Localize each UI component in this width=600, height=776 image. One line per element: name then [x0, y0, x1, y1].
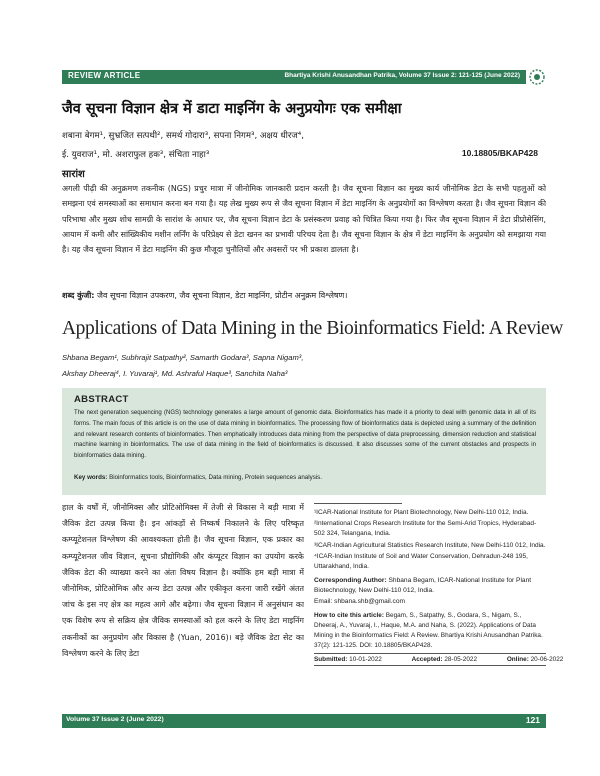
corresponding-author-email[interactable]: Email: shbana.shb@gmail.com — [314, 597, 405, 605]
header-bar — [62, 70, 526, 84]
submitted-label: Submitted: — [314, 655, 348, 663]
affiliation: ⁴ICAR-Indian Institute of Soil and Water Conservation, Dehradun-248 195, Uttarakhand, India. — [314, 552, 528, 571]
accepted-date: 28-05-2022 — [444, 655, 478, 663]
abstract-text: The next generation sequencing (NGS) technology generates a large amount of genomic data. Bioinformatics has made it a priority to deal with genomic data in all of its forms. The main focus of this article is on the use of data mining in bioinformatics. The processing flow of bioinformatics data is depicted using a summary of the definition and relevant research contents of bioinformatics. Then emphatically introduces data mining from the perspective of data preprocessing, dimension reduction and statistical machine learning in bioinformatics. The use of data mining in the field of bioinformatics is discussed. It also discusses some of the current obstacles and prospects in bioinformatics data mining. — [74, 410, 536, 460]
english-authors-line: Shbana Begam¹, Subhrajit Satpathy², Samarth Godara³, Sapna Nigam³, — [62, 353, 304, 362]
article-type-label: REVIEW ARTICLE — [68, 71, 141, 80]
doi: 10.18805/BKAP428 — [461, 148, 538, 158]
hindi-title: जैव सूचना विज्ञान क्षेत्र में डाटा माइनिंग के अनुप्रयोगः एक समीक्षा — [62, 101, 402, 117]
affiliation: ³ICAR-Indian Agricultural Statistics Research Institute, New Delhi-110 012, India. — [314, 541, 546, 549]
affiliation: ¹ICAR-National Institute for Plant Biotechnology, New Delhi-110 012, India. — [314, 509, 529, 516]
hindi-keywords-text: जैव सूचना विज्ञान उपकरण, जैव सूचना विज्ञान, डेटा माइनिंग, प्रोटीन अनुक्रम विश्लेषण। — [97, 291, 348, 300]
divider — [314, 503, 402, 504]
corresponding-author-text: Shbana Begam, ICAR-National Institute for Plant Biotechnology, New Delhi-110 012, India. — [314, 577, 532, 595]
english-authors-line: Akshay Dheeraj⁴, I. Yuvaraj¹, Md. Ashraful Haque³, Sanchita Naha³ — [62, 369, 288, 378]
citation — [314, 611, 546, 651]
abstract-heading: ABSTRACT — [74, 394, 129, 405]
page-number: 121 — [525, 715, 540, 725]
body-text: हाल के वर्षों में, जीनोमिक्स और प्रोटिओमिक्स में तेजी से विकास ने बड़ी मात्रा में जैविक डेटा उत्पन्न किया है। इन आंकड़ों से निष्कर्ष निकालने के लिए परिष्कृत कम्प्यूटेशनल विश्लेषण की आवश्यकता होती है। जैव सूचना विज्ञान, एक प्रकार का कम्प्यूटेशनल जीव विज्ञान, सूचना प्रौद्योगिकी और कंप्यूटर विज्ञान का उपयोग करके जैविक डेटा की व्याख्या करने का अंतः विषय विज्ञान है। क्योंकि हम बड़ी मात्रा में जीनोमिक, प्रोटिओमिक और अन्य डेटा उत्पन्न और एकीकृत करना जारी रखेंगे अंतत जांच के इस नए क्षेत्र का महत्व आगे और बढ़ेगा। जैव सूचना विज्ञान में अनुसंधान का एक विशेष रूप से सक्रिय क्षेत्र जैविक समस्याओं को हल करने के लिए डेटा माइनिंग तकनीकों का अनुप्रयोग और विकास है (Yuan, 2016)। बड़े जैविक डेटा सेट का विश्लेषण करने के लिए डेटा — [62, 503, 304, 658]
hindi-abstract: अगली पीढ़ी की अनुक्रमण तकनीक (NGS) प्रचुर मात्रा में जीनोमिक जानकारी प्रदान करती है। जैव सूचना विज्ञान का मुख्य कार्य जीनोमिक डेटा के सभी पहलुओं को समझना एवं समस्याओं का समाधान करना बन गया है। यह लेख मुख्य रूप से जैव सूचना विज्ञान में डेटा माइनिंग के अनुप्रयोगों का विश्लेषण करता है। जैव सूचना विज्ञान की परिभाषा और मुख्य शोध सामग्री के सारांश के आधार पर, जैव सूचना विज्ञान डेटा के प्रसंस्करण प्रवाह को चित्रित किया गया है। फिर जैव सूचना विज्ञान में डेटा प्रीप्रोसेसिंग, आयाम में कमी और सांख्यिकीय मशीन लर्निंग के परिप्रेक्ष्य से डेटा खनन का प्रभावी परिचय देता है। जैव सूचना विज्ञान के क्षेत्र में डेटा माइनिंग के अनुप्रयोग को समझाया गया है। यह जैव सूचना विज्ञान में डेटा माइनिंग की कुछ मौजूदा चुनौतियों और अवसरों पर भी प्रकाश डालता है। — [62, 184, 546, 255]
abstract-box — [62, 388, 546, 495]
hindi-abstract-heading: सारांश — [62, 169, 85, 180]
english-title: Applications of Data Mining in the Bioinformatics Field: A Review — [62, 318, 563, 339]
affiliation: ²International Crops Research Institute for the Semi-Arid Tropics, Hyderabad-502 324, Telangana, India. — [314, 520, 537, 538]
hindi-keywords — [62, 290, 546, 301]
article-dates — [314, 653, 564, 666]
journal-citation: Bhartiya Krishi Anusandhan Patrika, Volume 37 Issue 2: 121-125 (June 2022) — [284, 72, 520, 79]
hindi-authors-line: शबाना बेगम¹, सुभ्रजित सत्पथी², समर्थ गोदारा³, सपना निगम³, अक्षय धीरज⁴, — [62, 131, 304, 141]
hindi-authors — [62, 127, 462, 165]
english-keywords — [74, 474, 536, 481]
english-keywords-label: Key words: — [74, 474, 108, 481]
online-label: Online: — [506, 655, 529, 663]
footer-volume: Volume 37 Issue 2 (June 2022) — [66, 716, 164, 723]
corresponding-author — [314, 576, 546, 607]
submitted-date: 10-01-2022 — [349, 655, 382, 663]
citation-label: How to cite this article: — [314, 611, 384, 619]
footer-bar — [62, 714, 546, 728]
accepted-label: Accepted: — [411, 655, 443, 663]
journal-logo-icon — [528, 68, 546, 86]
english-authors — [62, 350, 546, 382]
hindi-authors-line: ई. युवराज¹, मो. अशराफुल हक³, संचिता नाहा³ — [62, 150, 210, 160]
english-keywords-text: Bioinformatics tools, Bioinformatics, Data mining, Protein sequences analysis. — [109, 474, 322, 481]
citation-text: Begam, S., Satpathy, S., Godara, S., Nigam, S., Dheeraj, A., Yuvaraj, I., Haque, M.A. and Naha, S. (2022). Applications of Data Mining in the Bioinformatics Field: A Review. Bhartiya Krishi Anusandhan Patrika. 37(2): 121-125. DOI: 10.18805/BKAP428. — [314, 611, 543, 649]
hindi-keywords-label: शब्द कुंजी: — [62, 291, 95, 300]
article-info-column — [314, 503, 564, 666]
online-date: 20-06-2022 — [530, 655, 564, 663]
corresponding-author-label: Corresponding Author: — [314, 577, 387, 585]
